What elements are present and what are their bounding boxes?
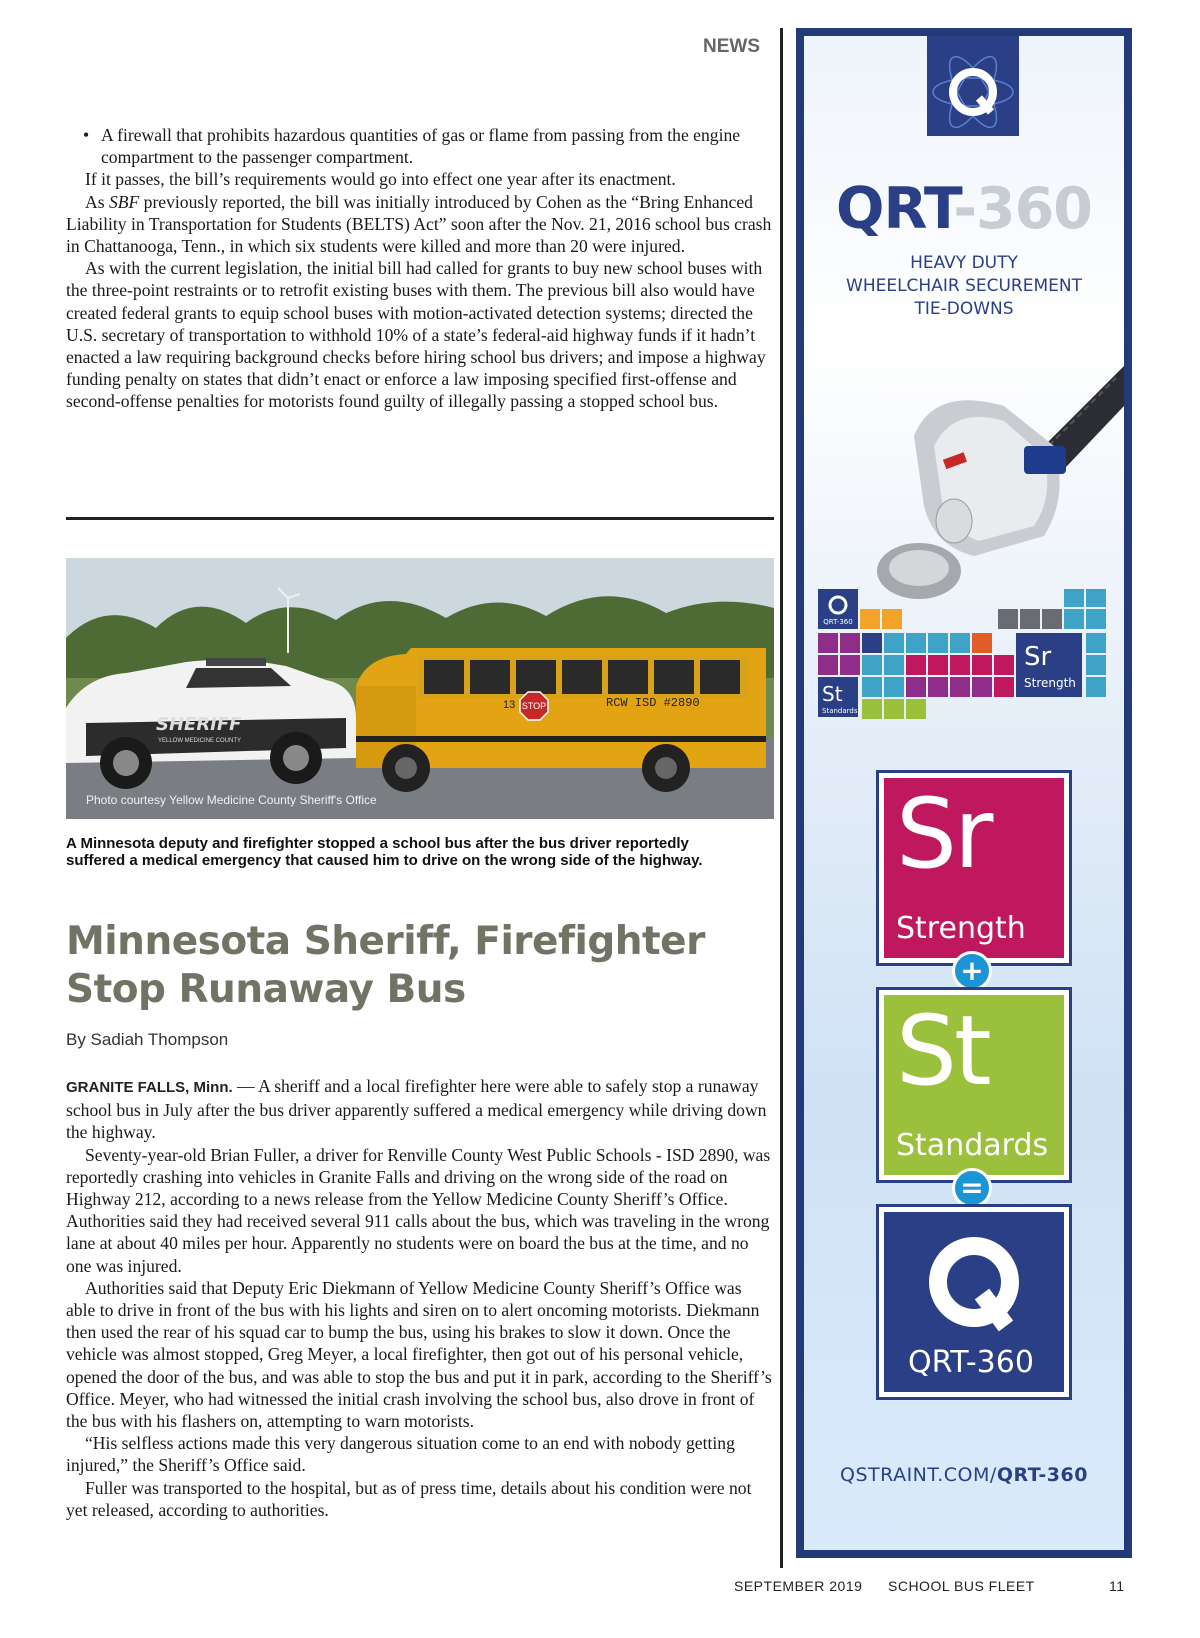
q-icon — [914, 1232, 1034, 1342]
bus-side-text: RCW ISD #2890 — [606, 696, 700, 710]
bullet-icon: • — [83, 125, 90, 145]
paragraph: As with the current legislation, the initial bill had called for grants to buy new school buses with the three-point restraints or to retrofit existing buses with them. The previous bill also would have created federal grants to equip school buses with motion-activated detection systems; directed the U.S. secretary of transportation to withhold 10% of a state’s federal-aid highway funds if it hadn’t enacted a law requiring background checks before hiring school bus drivers; and impose a highway funding penalty on states that didn’t enact or enforce a law imposing specified first-offense and second-offense penalties for motorists found guilty of illegally passing a stopped school bus. — [66, 258, 766, 412]
footer-date: SEPTEMBER 2019 — [734, 1578, 863, 1594]
qrt-word: QRT-360 — [908, 1345, 1034, 1380]
atom-q-icon — [927, 36, 1019, 136]
photo-illustration — [66, 558, 774, 819]
subtitle-line: TIE-DOWNS — [914, 299, 1014, 319]
text-run: — A sheriff and a local firefighter here were able to safely stop a runaway school bus in July after the bus driver apparently suffered a medical emergency while driving down the highway. — [66, 1076, 767, 1143]
advertisement[interactable] — [796, 28, 1132, 1558]
headline-line: Minnesota Sheriff, Firefighter — [66, 919, 705, 964]
subtitle-line: WHEELCHAIR SECUREMENT — [846, 276, 1082, 296]
article-body — [66, 1075, 774, 1521]
paragraph: Authorities said that Deputy Eric Diekmann of Yellow Medicine County Sheriff’s Office was able to drive in front of the bus with his lights and siren on to alert oncoming motorists. Diekmann then used the rear of his squad car to bump the bus, using his brakes to slow it down. Once the vehicle was almost stopped, Greg Meyer, a local firefighter, then got out of his personal vehicle, opened the door of the bus, and was able to stop the bus and put it in park, according to the Sheriff’s Office. Meyer, who had witnessed the initial crash involving the school bus, also drove in front of the bus with his flashers on, attempting to warn motorists. — [66, 1277, 772, 1432]
bullet-text: A firewall that prohibits hazardous quantities of gas or flame from passing from the engine compartment to the passenger compartment. — [101, 125, 741, 168]
photo-credit: Photo courtesy Yellow Medicine County Sheriff's Office — [86, 793, 377, 807]
section-label: NEWS — [703, 36, 760, 57]
url-prefix: QSTRAINT.COM/ — [840, 1464, 997, 1486]
section-divider — [66, 517, 774, 520]
brand-qrt: QRT — [836, 176, 954, 242]
column-divider — [780, 28, 783, 1568]
publication-abbrev: SBF — [108, 191, 140, 212]
equals-icon: = — [952, 1168, 992, 1208]
ad-panel — [804, 36, 1124, 1550]
dateline: GRANITE FALLS, Minn. — [66, 1079, 233, 1096]
page-number: 11 — [1109, 1578, 1125, 1594]
paragraph — [66, 1075, 774, 1144]
paragraph: Fuller was transported to the hospital, but as of press time, details about his condition were not yet released, according to authorities. — [66, 1477, 752, 1520]
paragraph — [66, 191, 772, 258]
table-sr-word: Strength — [1024, 676, 1076, 690]
article-headline — [66, 918, 766, 1014]
paragraph: “His selfless actions made this very dangerous situation come to an end with nobody getting injured,” the Sheriff’s Office said. — [66, 1433, 735, 1476]
bus-number: 13 — [503, 699, 516, 711]
news-photo — [66, 558, 774, 819]
standards-symbol: St — [896, 995, 989, 1107]
footer-publication: SCHOOL BUS FLEET — [888, 1578, 1035, 1594]
table-sr-symbol: Sr — [1024, 642, 1052, 672]
text-run: As — [85, 191, 109, 212]
paragraph: If it passes, the bill’s requirements would go into effect one year after its enactment. — [85, 169, 676, 190]
standards-card — [876, 987, 1072, 1183]
table-st-symbol: St — [822, 682, 843, 706]
car-county-text: YELLOW MEDICINE COUNTY — [158, 738, 242, 744]
periodic-table-graphic — [818, 589, 1124, 759]
qrt-card — [876, 1204, 1072, 1400]
text-run: previously reported, the bill was initially introduced by Cohen as the “Bring Enhanced Liability in Transportation for Students (BELTS) Act” soon after the Nov. 21, 2016 school bus crash in Chattanooga, Tenn., in which six students were killed and more than 20 were injured. — [66, 191, 772, 257]
brand-num: -360 — [953, 176, 1092, 242]
article-byline: By Sadiah Thompson — [66, 1030, 229, 1049]
paragraph: Seventy-year-old Brian Fuller, a driver for Renville County West Public Schools - ISD 2890, was reportedly crashing into vehicles in Granite Falls and driving on the wrong side of the road on Highway 212, according to a news release from the Yellow Medicine County Sheriff’s Office. Authorities said they had received several 911 calls about the bus, which was traveling in the wrong lane at about 40 miles per hour. Apparently no students were on board the bus at the time, and no one was injured. — [66, 1144, 771, 1276]
table-st-word: Standards — [822, 707, 858, 715]
strength-symbol: Sr — [896, 778, 991, 890]
table-q-label: QRT-360 — [823, 618, 853, 626]
ad-url[interactable] — [804, 1464, 1124, 1486]
car-sheriff-text: SHERIFF — [156, 714, 242, 735]
photo-caption: A Minnesota deputy and firefighter stopped a school bus after the bus driver reportedly suffered a medical emergency that caused him to drive on the wrong side of the highway. — [66, 835, 703, 869]
bus-stop-sign: STOP — [521, 701, 547, 711]
subtitle-line: HEAVY DUTY — [910, 253, 1018, 273]
top-article — [66, 124, 772, 413]
ad-brand-title — [804, 176, 1124, 242]
strength-word: Strength — [896, 911, 1026, 946]
standards-word: Standards — [896, 1128, 1049, 1163]
tie-down-product-image — [854, 346, 1124, 606]
ad-subtitle — [804, 252, 1124, 321]
bullet-item — [66, 124, 772, 168]
url-bold: QRT-360 — [996, 1464, 1088, 1486]
plus-icon: + — [952, 951, 992, 991]
headline-line: Stop Runaway Bus — [66, 967, 466, 1012]
strength-card — [876, 770, 1072, 966]
q-logo — [927, 36, 1019, 136]
